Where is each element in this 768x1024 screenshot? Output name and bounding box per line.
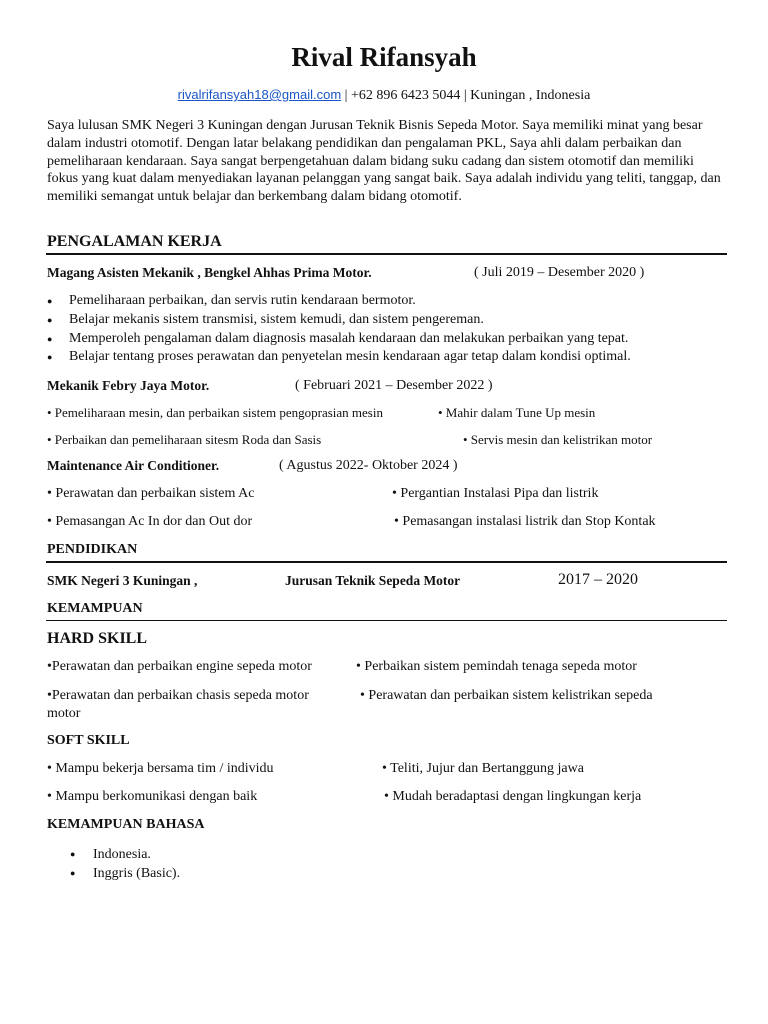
list-item: ● Memperoleh pengalaman dalam diagnosis masalah kendaraan dan melakukan perbaikan yang tepat. [47, 330, 631, 349]
job-period-3: ( Agustus 2022- Oktober 2024 ) [279, 458, 458, 473]
hard-skill-item-continued: motor [47, 706, 81, 721]
experience-heading: PENGALAMAN KERJA [47, 233, 222, 250]
list-item: ● Pemeliharaan perbaikan, dan servis rutin kendaraan bermotor. [47, 292, 631, 311]
job-2-duty: • Perbaikan dan pemeliharaan sitesm Roda dan Sasis [47, 432, 322, 447]
soft-skill-item: • Mampu berkomunikasi dengan baik [47, 789, 258, 804]
school-name: SMK Negeri 3 Kuningan , [47, 573, 198, 588]
skills-divider [46, 620, 727, 621]
skills-heading: KEMAMPUAN [47, 601, 143, 616]
soft-skill-heading: SOFT SKILL [47, 733, 130, 748]
languages-list [70, 845, 180, 883]
job-3-duty: • Pemasangan instalasi listrik dan Stop Kontak [394, 514, 656, 529]
hard-skill-item: • Perawatan dan perbaikan sistem kelistrikan sepeda [360, 688, 653, 703]
job-3-duty: • Perawatan dan perbaikan sistem Ac [47, 486, 255, 501]
job-title-2: Mekanik Febry Jaya Motor. [47, 378, 210, 393]
job-1-duties [47, 292, 631, 367]
list-item: ● Indonesia. [70, 845, 180, 864]
list-item: ● Belajar mekanis sistem transmisi, sistem kemudi, dan sistem pengereman. [47, 311, 631, 330]
job-period-1: ( Juli 2019 – Desember 2020 ) [474, 265, 645, 280]
soft-skill-item: • Mudah beradaptasi dengan lingkungan kerja [384, 789, 642, 804]
hard-skill-heading: HARD SKILL [47, 630, 148, 647]
job-3-duty: • Pergantian Instalasi Pipa dan listrik [392, 486, 599, 501]
job-2-duty: • Mahir dalam Tune Up mesin [438, 405, 596, 420]
profile-summary: Saya lulusan SMK Negeri 3 Kuningan dengan Jurusan Teknik Bisnis Sepeda Motor. Saya memiliki minat yang besar dalam industri otomotif. Dengan latar belakang pendidikan dan pengalaman PKL, Saya ahli dalam perbaikan dan pemeliharaan kendaraan. Saya sangat berpengetahuan dalam bidang suku cadang dan sistem otomotif dan memiliki fokus yang kuat dalam menyediakan layanan pelanggan yang sangat baik. Saya adalah individu yang teliti, tanggap, dan memiliki semangat untuk belajar dan berkembang dalam bidang otomotif. [47, 118, 721, 205]
hard-skill-item: •Perawatan dan perbaikan engine sepeda motor [47, 659, 312, 674]
job-3-duty: • Pemasangan Ac In dor dan Out dor [47, 514, 253, 529]
education-heading: PENDIDIKAN [47, 542, 138, 557]
school-major: Jurusan Teknik Sepeda Motor [285, 573, 461, 588]
email-link[interactable]: rivalrifansyah18@gmail.com [177, 87, 342, 102]
contact-line [0, 87, 768, 104]
education-years: 2017 – 2020 [558, 571, 638, 588]
hard-skill-item: • Perbaikan sistem pemindah tenaga sepeda motor [356, 659, 637, 674]
soft-skill-item: • Mampu bekerja bersama tim / individu [47, 761, 274, 776]
job-2-duty: • Pemeliharaan mesin, dan perbaikan sistem pengoprasian mesin [47, 405, 383, 420]
job-period-2: ( Februari 2021 – Desember 2022 ) [295, 378, 493, 393]
list-item: ● Inggris (Basic). [70, 864, 180, 883]
job-2-duty: • Servis mesin dan kelistrikan motor [463, 432, 653, 447]
soft-skill-item: • Teliti, Jujur dan Bertanggung jawa [382, 761, 584, 776]
list-item: ● Belajar tentang proses perawatan dan penyetelan mesin kendaraan agar tetap dalam kondisi optimal. [47, 348, 631, 367]
contact-details: | +62 896 6423 5044 | Kuningan , Indonesia [341, 88, 591, 103]
job-title-1: Magang Asisten Mekanik , Bengkel Ahhas Prima Motor. [47, 265, 372, 280]
education-divider [46, 561, 727, 563]
candidate-name: Rival Rifansyah [291, 42, 477, 72]
job-title-3: Maintenance Air Conditioner. [47, 458, 220, 473]
experience-divider [46, 253, 727, 255]
hard-skill-item: •Perawatan dan perbaikan chasis sepeda motor [47, 688, 309, 703]
languages-heading: KEMAMPUAN BAHASA [47, 817, 205, 832]
